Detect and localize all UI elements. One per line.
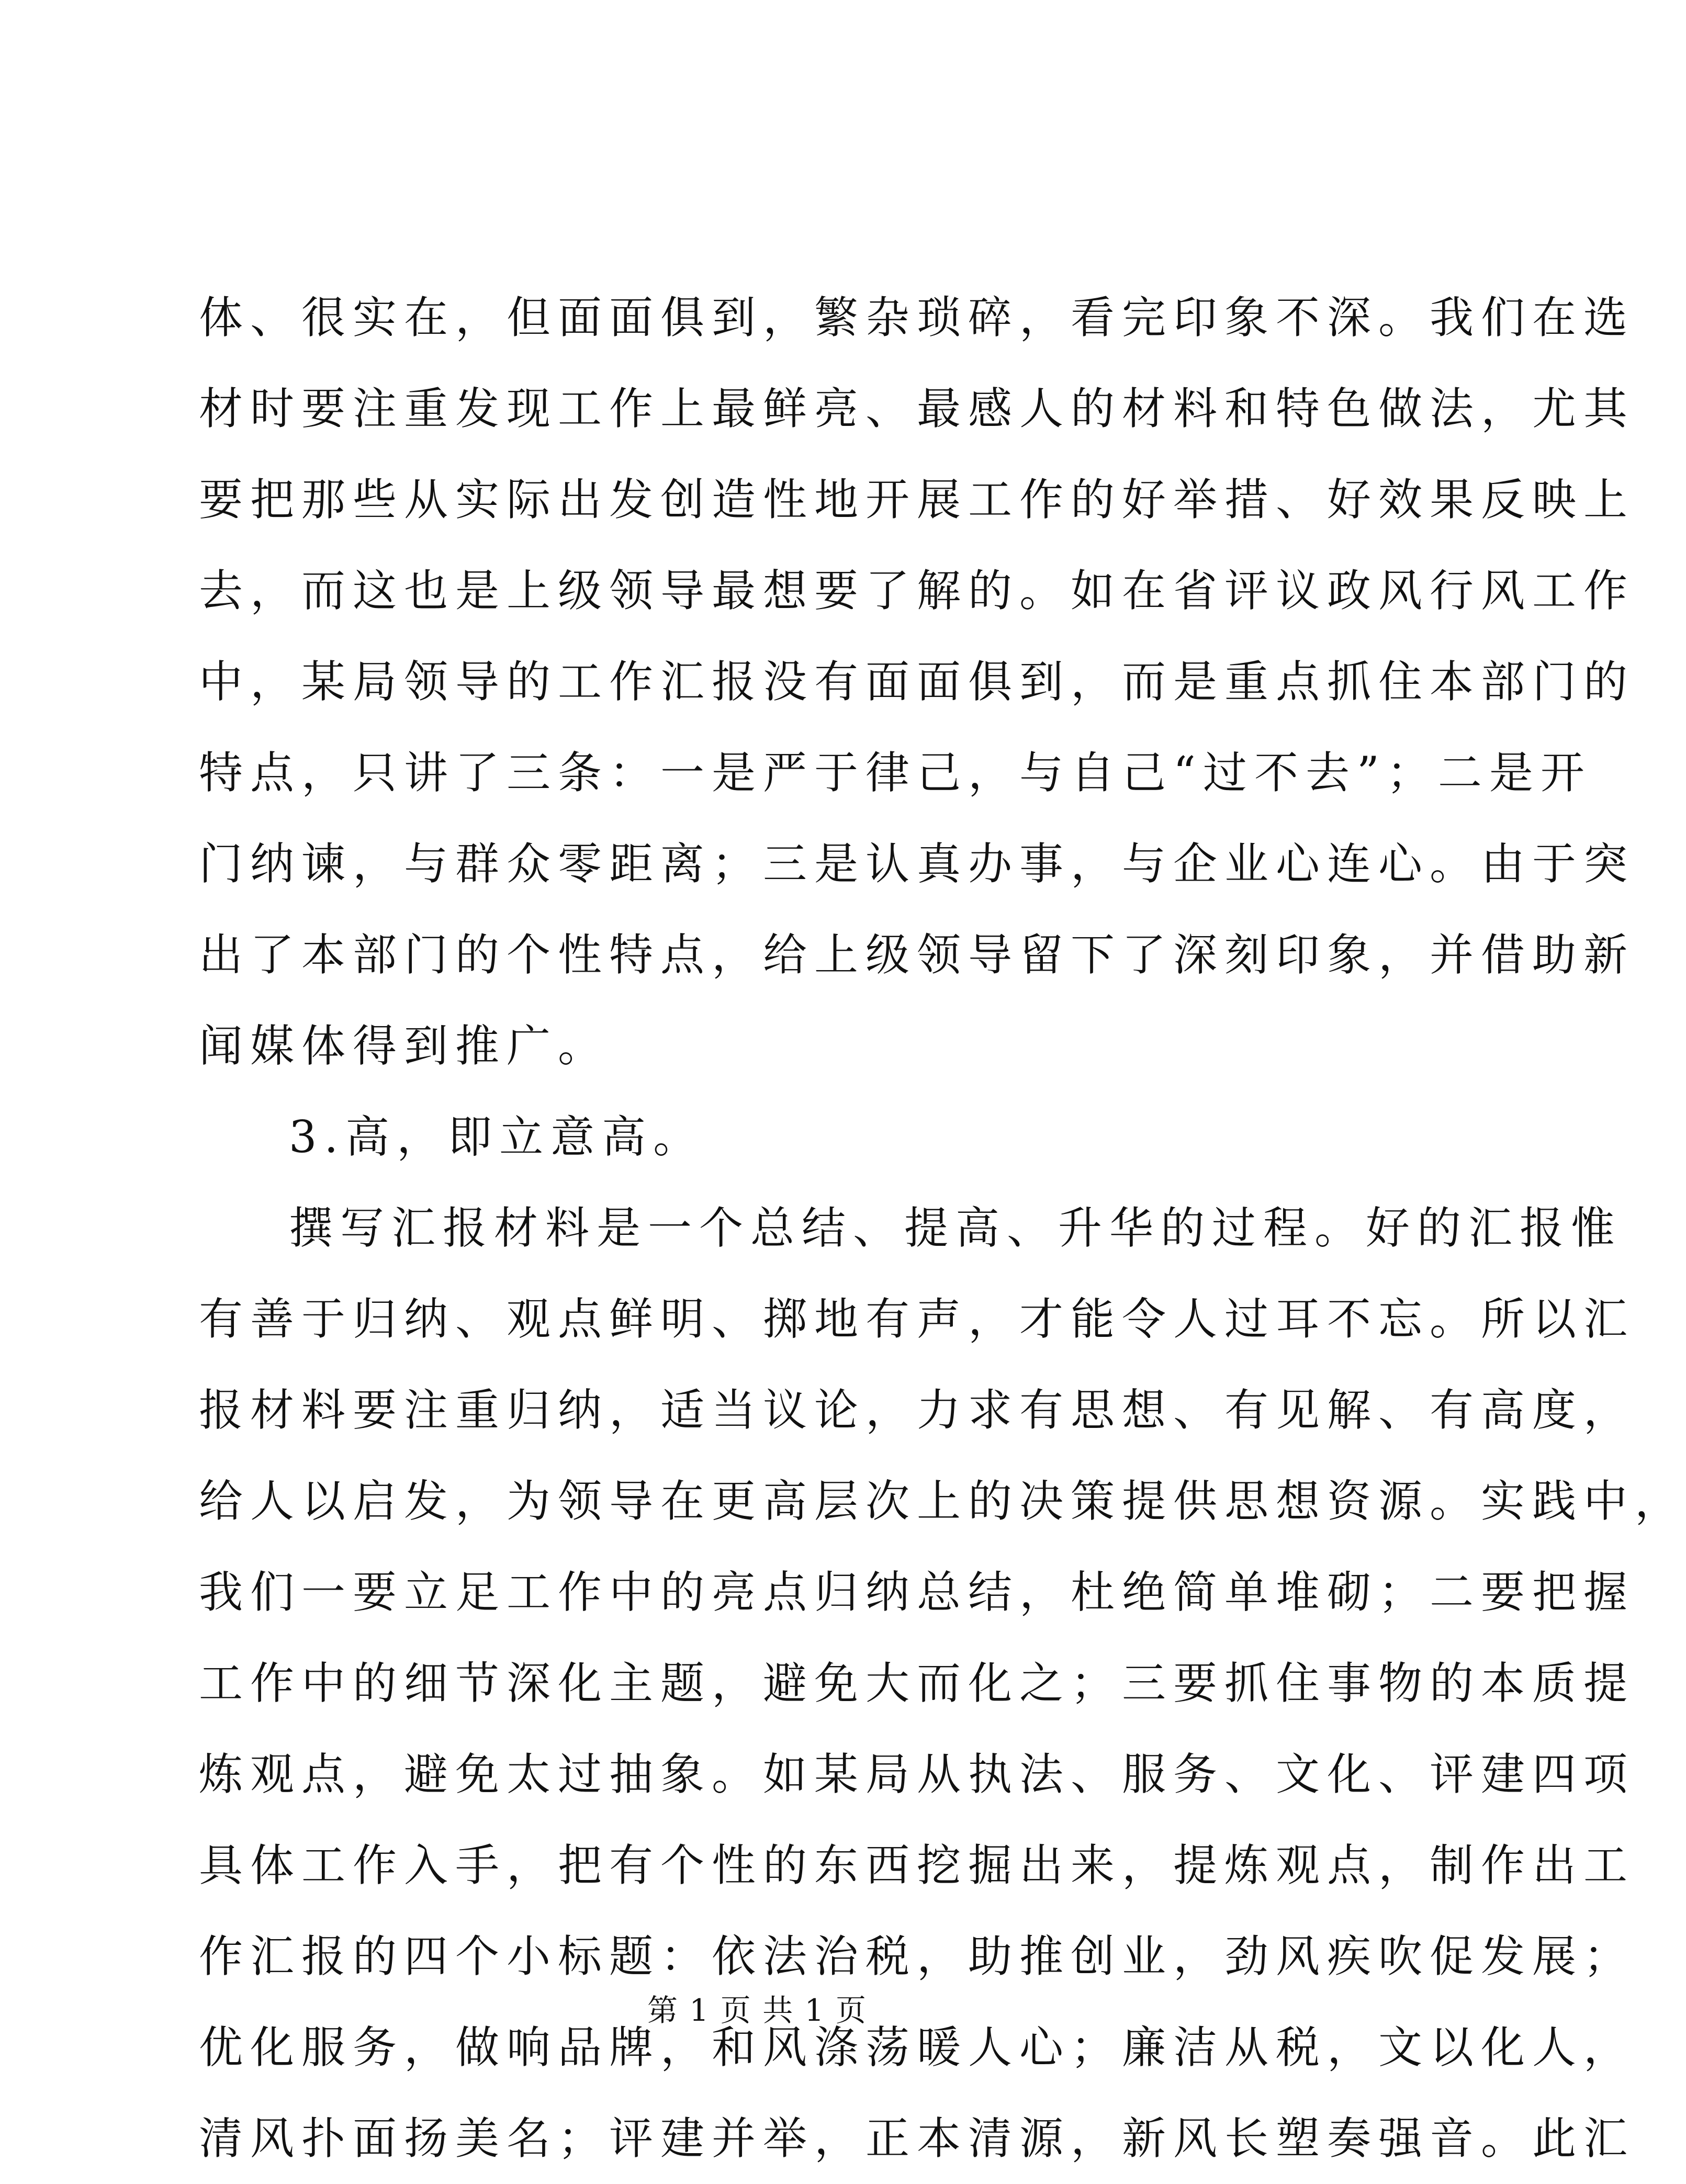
page-footer: 第 1 页 共 1 页 bbox=[647, 1992, 867, 2028]
paragraph-line: 材时要注重发现工作上最鲜亮、最感人的材料和特色做法，尤其 bbox=[199, 383, 1635, 434]
paragraph-line: 给人以启发，为领导在更高层次上的决策提供思想资源。实践中， bbox=[199, 1476, 1686, 1527]
paragraph-line: 优化服务，做响品牌，和风涤荡暖人心；廉洁从税，文以化人， bbox=[199, 2022, 1635, 2073]
paragraph-line: 去，而这也是上级领导最想要了解的。如在省评议政风行风工作 bbox=[199, 565, 1635, 616]
paragraph-line: 具体工作入手，把有个性的东西挖掘出来，提炼观点，制作出工 bbox=[199, 1840, 1635, 1891]
document-body bbox=[199, 272, 1686, 2184]
paragraph-line: 报材料要注重归纳，适当议论，力求有思想、有见解、有高度， bbox=[199, 1384, 1635, 1436]
paragraph-line: 出了本部门的个性特点，给上级领导留下了深刻印象，并借助新 bbox=[199, 929, 1635, 981]
paragraph-line: 工作中的细节深化主题，避免大而化之；三要抓住事物的本质提 bbox=[199, 1658, 1635, 1709]
paragraph-line: 3.高，即立意高。 bbox=[289, 1111, 705, 1163]
paragraph-line: 体、很实在，但面面俱到，繁杂琐碎，看完印象不深。我们在选 bbox=[199, 292, 1635, 343]
paragraph-line: 门纳谏，与群众零距离；三是认真办事，与企业心连心。由于突 bbox=[199, 838, 1635, 890]
paragraph-line: 特点，只讲了三条：一是严于律己，与自己“过不去”；二是开 bbox=[199, 747, 1592, 798]
paragraph-line: 要把那些从实际出发创造性地开展工作的好举措、好效果反映上 bbox=[199, 474, 1635, 525]
paragraph-line: 闻媒体得到推广。 bbox=[199, 1020, 610, 1072]
paragraph-line: 炼观点，避免太过抽象。如某局从执法、服务、文化、评建四项 bbox=[199, 1749, 1635, 1800]
paragraph-line: 有善于归纳、观点鲜明、掷地有声，才能令人过耳不忘。所以汇 bbox=[199, 1293, 1635, 1345]
paragraph-line: 撰写汇报材料是一个总结、提高、升华的过程。好的汇报惟 bbox=[289, 1202, 1623, 1254]
paragraph-line: 中，某局领导的工作汇报没有面面俱到，而是重点抓住本部门的 bbox=[199, 656, 1635, 707]
paragraph-line: 我们一要立足工作中的亮点归纳总结，杜绝简单堆砌；二要把握 bbox=[199, 1567, 1635, 1618]
paragraph-line: 清风扑面扬美名；评建并举，正本清源，新风长塑奏强音。此汇 bbox=[199, 2113, 1635, 2164]
paragraph-line: 作汇报的四个小标题：依法治税，助推创业，劲风疾吹促发展； bbox=[199, 1931, 1635, 1982]
